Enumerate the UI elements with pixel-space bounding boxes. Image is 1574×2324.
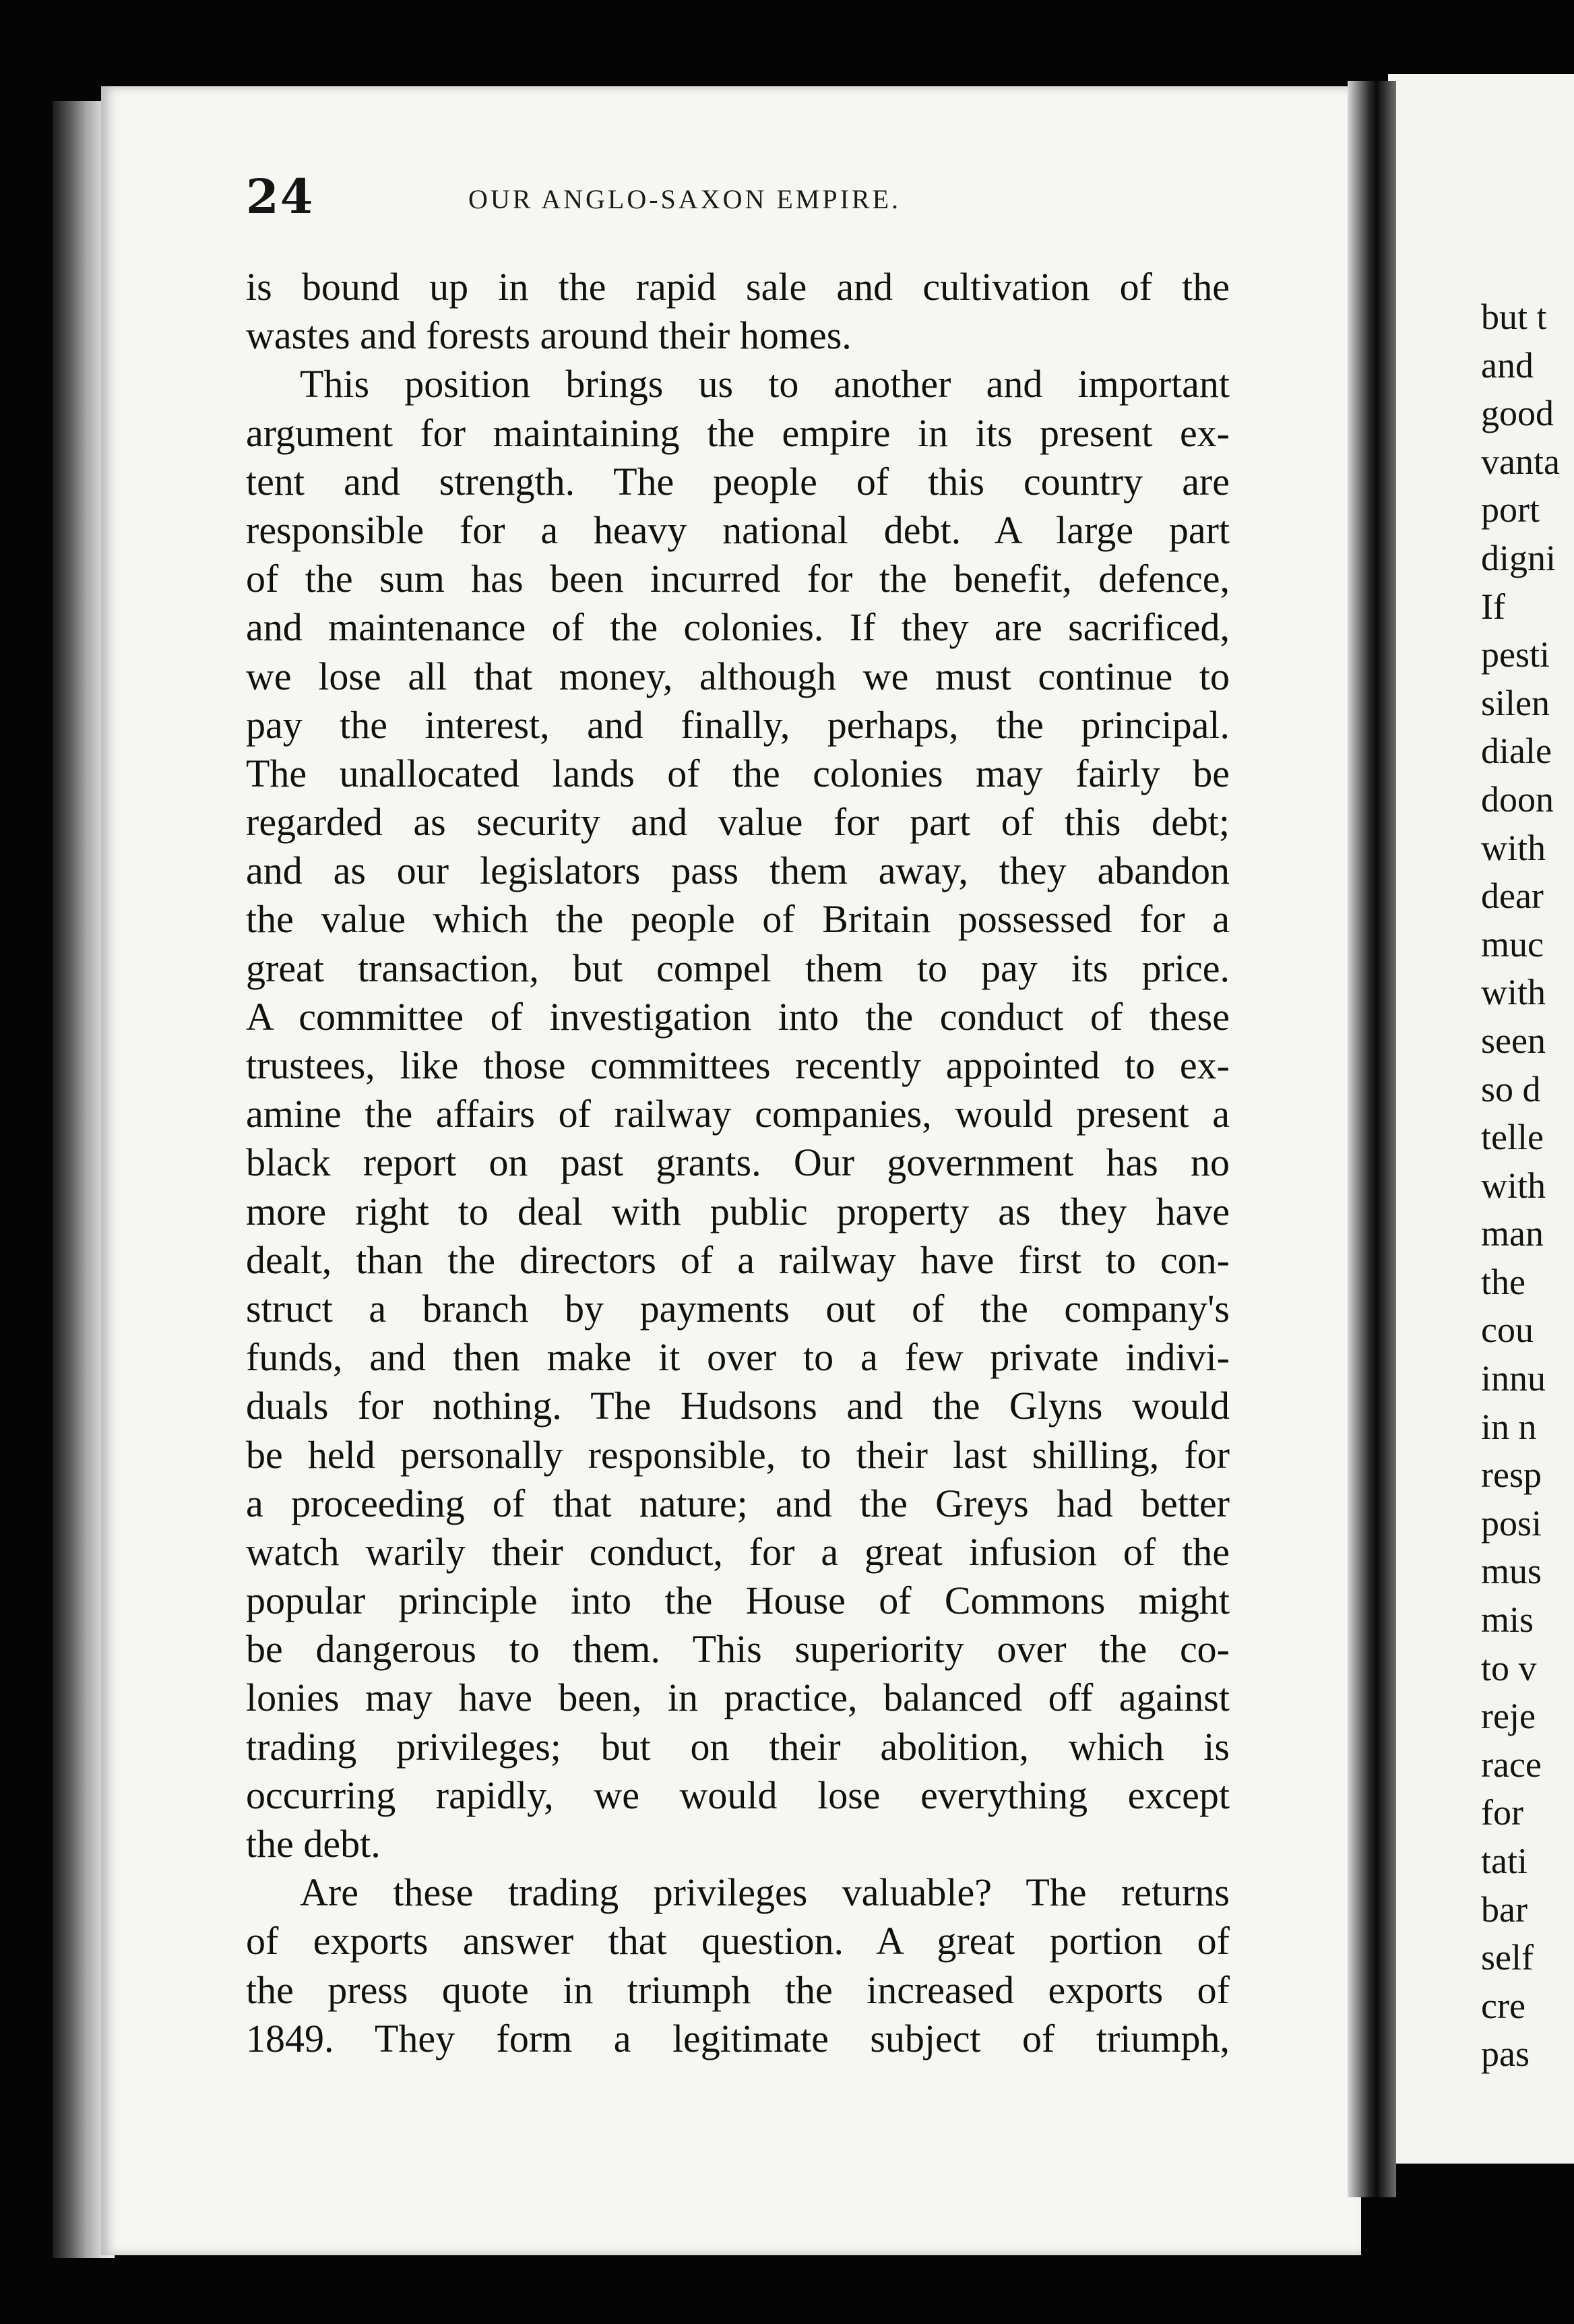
text-line: the value which the people of Britain possessed for a: [246, 897, 1230, 942]
text-line: funds, and then make it over to a few private indivi-: [246, 1335, 1230, 1380]
text-line: lonies may have been, in practice, balanced off against: [246, 1676, 1230, 1720]
text-line: argument for maintaining the empire in its present ex-: [246, 410, 1230, 455]
text-line: The unallocated lands of the colonies may fairly be: [246, 751, 1230, 795]
body-text: [246, 263, 1230, 2063]
text-line: trustees, like those committees recently appointed to ex-: [246, 1043, 1230, 1087]
fragment-line: dear: [1481, 876, 1544, 917]
text-line: This position brings us to another and important: [300, 362, 1230, 406]
text-line: of the sum has been incurred for the benefit, defence,: [246, 557, 1230, 601]
text-line: be dangerous to them. This superiority over the co-: [246, 1627, 1230, 1672]
text-line: wastes and forests around their homes.: [246, 313, 852, 358]
text-line: struct a branch by payments out of the company's: [246, 1286, 1230, 1331]
text-line: responsible for a heavy national debt. A large part: [246, 508, 1230, 552]
fragment-line: doon: [1481, 778, 1554, 820]
fragment-line: posi: [1481, 1502, 1542, 1543]
book-gutter: [1348, 81, 1396, 2197]
fragment-line: in n: [1481, 1406, 1537, 1447]
text-line: and as our legislators pass them away, they abandon: [246, 849, 1230, 893]
text-line: more right to deal with public property as they have: [246, 1189, 1230, 1233]
fragment-line: seen: [1481, 1020, 1546, 1061]
fragment-line: reje: [1481, 1696, 1536, 1737]
fragment-line: silen: [1481, 682, 1550, 723]
text-line: great transaction, but compel them to pay its price.: [246, 946, 1230, 990]
fragment-line: man: [1481, 1213, 1544, 1254]
fragment-line: the: [1481, 1261, 1525, 1302]
fragment-line: good: [1481, 393, 1554, 434]
text-line: duals for nothing. The Hudsons and the Glyns would: [246, 1384, 1230, 1428]
fragment-line: resp: [1481, 1455, 1542, 1496]
text-line: A committee of investigation into the conduct of these: [246, 994, 1230, 1039]
fragment-line: mis: [1481, 1599, 1534, 1641]
fragment-line: vanta: [1481, 441, 1560, 482]
text-line: the press quote in triumph the increased exports of: [246, 1967, 1230, 2012]
fragment-line: cou: [1481, 1310, 1534, 1351]
fragment-line: cre: [1481, 1985, 1525, 2026]
header-title: OUR ANGLO-SAXON EMPIRE.: [468, 184, 902, 214]
running-head: [246, 169, 1230, 222]
fragment-line: race: [1481, 1744, 1542, 1785]
fragment-line: for: [1481, 1792, 1523, 1833]
text-line: watch warily their conduct, for a great infusion of the: [246, 1529, 1230, 1574]
right-page-text: [1481, 293, 1574, 2079]
fragment-line: to v: [1481, 1647, 1537, 1688]
fragment-line: If: [1481, 586, 1505, 627]
text-line: trading privileges; but on their abolition, which is: [246, 1724, 1230, 1769]
fragment-line: port: [1481, 489, 1540, 530]
fragment-line: diale: [1481, 731, 1552, 772]
fragment-line: pas: [1481, 2034, 1530, 2075]
fragment-line: and: [1481, 344, 1534, 386]
fragment-line: digni: [1481, 537, 1556, 578]
text-line: and maintenance of the colonies. If they are sacrificed,: [246, 605, 1230, 650]
fragment-line: innu: [1481, 1358, 1546, 1399]
text-line: the debt.: [246, 1822, 381, 1866]
text-line: 1849. They form a legitimate subject of triumph,: [246, 2016, 1230, 2060]
fragment-line: pesti: [1481, 634, 1550, 675]
text-line: amine the affairs of railway companies, would present a: [246, 1092, 1230, 1136]
fragment-line: with: [1481, 972, 1546, 1013]
text-line: is bound up in the rapid sale and cultivation of the: [246, 265, 1230, 309]
text-line: occurring rapidly, we would lose everything except: [246, 1773, 1230, 1817]
fragment-line: with: [1481, 1165, 1546, 1206]
fragment-line: telle: [1481, 1117, 1544, 1158]
fragment-line: muc: [1481, 923, 1544, 965]
text-line: dealt, than the directors of a railway have first to con-: [246, 1237, 1230, 1282]
text-line: black report on past grants. Our government has no: [246, 1140, 1230, 1185]
fragment-line: bar: [1481, 1889, 1528, 1930]
text-line: of exports answer that question. A great portion of: [246, 1919, 1230, 1963]
fragment-line: but t: [1481, 297, 1547, 337]
text-line: pay the interest, and finally, perhaps, the principal.: [246, 702, 1230, 747]
text-line: be held personally responsible, to their last shilling, for: [246, 1432, 1230, 1477]
text-line: Are these trading privileges valuable? The returns: [300, 1870, 1230, 1915]
fragment-line: so d: [1481, 1068, 1541, 1109]
fragment-line: with: [1481, 827, 1546, 868]
text-line: tent and strength. The people of this country are: [246, 459, 1230, 503]
fragment-line: self: [1481, 1937, 1534, 1978]
text-line: a proceeding of that nature; and the Greys had better: [246, 1481, 1230, 1525]
fragment-line: tati: [1481, 1841, 1528, 1881]
text-line: regarded as security and value for part of this debt;: [246, 800, 1230, 845]
text-line: we lose all that money, although we must continue to: [246, 654, 1230, 698]
text-line: popular principle into the House of Commons might: [246, 1579, 1230, 1623]
page-number: 24: [246, 169, 315, 224]
fragment-line: mus: [1481, 1551, 1542, 1592]
